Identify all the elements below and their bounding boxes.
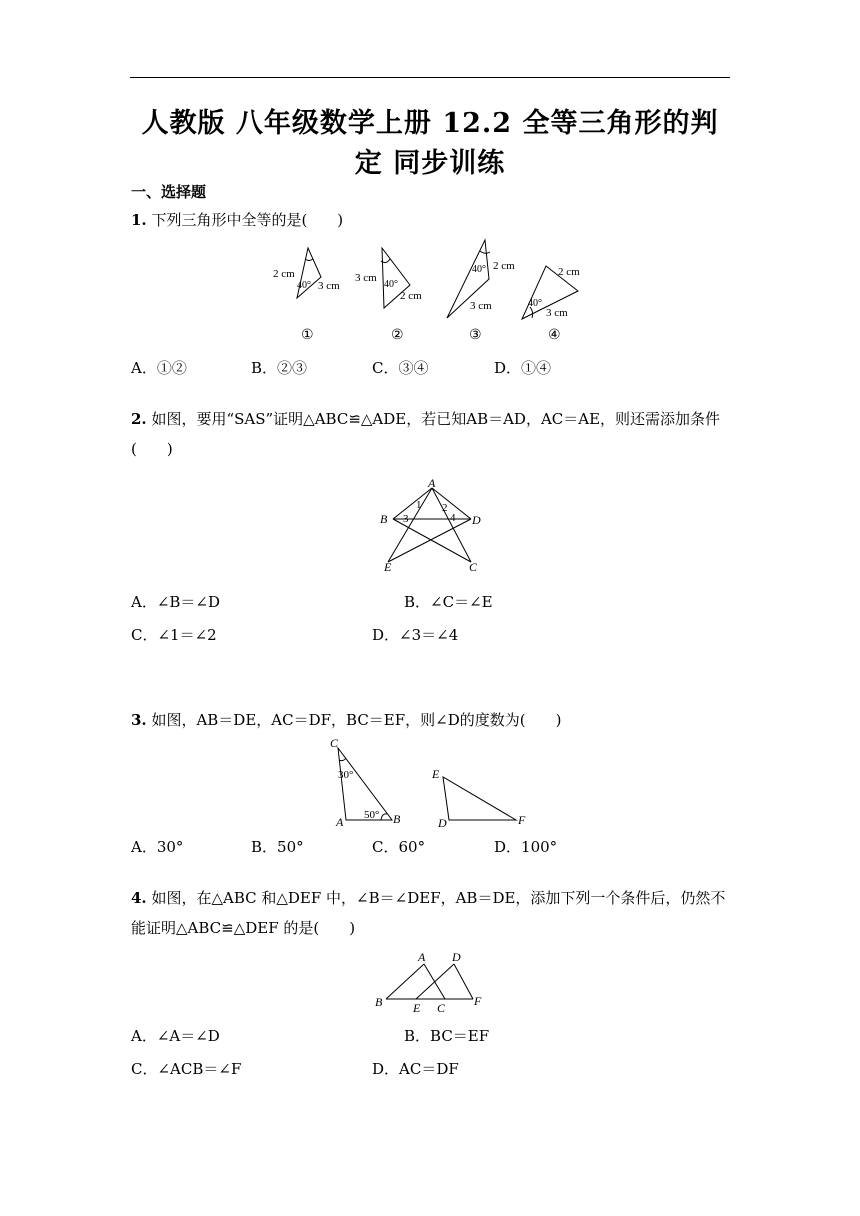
figure-label: 2 cm [273,268,295,280]
question-number: 4. [131,889,147,907]
figure-caption: ④ [548,328,561,343]
option-b[interactable]: B．BC＝EF [404,1027,490,1045]
angle-mark [339,758,346,761]
figure-caption: ③ [469,328,482,343]
point-label: B [375,995,383,1009]
q3-figure [320,733,540,833]
question-text: 如图，要用“SAS”证明△ABC≌△ADE，若已知AB＝AD，AC＝AE，则还需添加条件( ) [131,410,721,458]
question-text: 下列三角形中全等的是( ) [151,211,344,229]
point-label: F [518,813,526,827]
figure-label: 40° [472,264,486,275]
figure-label: 40° [297,280,311,291]
figure-label: 2 cm [493,260,515,272]
point-label: E [413,1001,421,1015]
question-number: 2. [131,410,147,428]
question-number: 1. [131,211,147,229]
section-heading: 一、选择题 [131,183,207,201]
triangle-def [443,777,516,820]
figure-label: 3 cm [470,300,492,312]
header-rule [130,77,730,78]
angle-label: 4 [450,512,456,524]
figure-label: 3 cm [318,280,340,292]
point-label: D [472,513,481,527]
figure-label: 2 cm [558,266,580,278]
question-2 [131,404,731,464]
point-label: C [437,1001,446,1015]
point-label: D [438,816,447,830]
question-4 [131,883,731,943]
figure-label: 3 cm [355,272,377,284]
point-label: B [380,512,388,526]
angle-mark [480,251,490,253]
angle-mark [381,814,387,820]
q2-figure [370,475,490,575]
page-title [130,104,730,184]
point-label: F [474,994,482,1008]
point-label: D [452,950,461,964]
angle-label: 1 [416,499,422,511]
question-1 [131,205,731,235]
option-c[interactable]: C．60° [372,838,426,856]
question-3 [131,705,731,735]
angle-label: 50° [364,809,380,821]
option-d[interactable]: D．100° [494,838,558,856]
question-number: 3. [131,711,147,729]
option-a[interactable]: A．①② [131,359,187,377]
point-label: E [432,767,440,781]
angle-label: 3 [403,513,409,525]
angle-mark [305,259,313,261]
title-line-1: 人教版 八年级数学上册 12.2 全等三角形的判 [141,108,719,139]
point-label: A [418,950,426,964]
q4-figure [370,948,500,1018]
point-label: C [469,560,478,574]
option-d[interactable]: D．AC＝DF [372,1060,459,1078]
figure-caption: ② [391,328,404,343]
point-label: B [393,812,401,826]
figure-label: 40° [384,279,398,290]
figure-label: 2 cm [400,290,422,302]
option-c[interactable]: C．∠ACB＝∠F [131,1060,242,1078]
option-c[interactable]: C．③④ [372,359,429,377]
figure-caption: ① [301,328,314,343]
question-text: 如图，在△ABC 和△DEF 中，∠B＝∠DEF，AB＝DE，添加下列一个条件后，仍然不能证明△ABC≌△DEF 的是( ) [131,889,726,937]
option-a[interactable]: A．∠B＝∠D [131,593,221,611]
q1-figure [260,235,600,345]
figure-label: 40° [528,298,542,309]
option-a[interactable]: A．∠A＝∠D [131,1027,220,1045]
option-b[interactable]: B．∠C＝∠E [404,593,493,611]
point-label: A [428,476,436,490]
option-b[interactable]: B．②③ [251,359,308,377]
option-a[interactable]: A．30° [131,838,184,856]
angle-label: 30° [338,769,354,781]
option-d[interactable]: D．∠3＝∠4 [372,626,459,644]
angle-label: 2 [442,502,448,514]
option-d[interactable]: D．①④ [494,359,552,377]
point-label: E [384,560,392,574]
point-label: A [336,815,344,829]
point-label: C [330,736,339,750]
option-c[interactable]: C．∠1＝∠2 [131,626,217,644]
title-line-2: 定 同步训练 [354,148,506,179]
figure-label: 3 cm [546,307,568,319]
question-text: 如图，AB＝DE，AC＝DF，BC＝EF，则∠D的度数为( ) [151,711,562,729]
option-b[interactable]: B．50° [251,838,304,856]
